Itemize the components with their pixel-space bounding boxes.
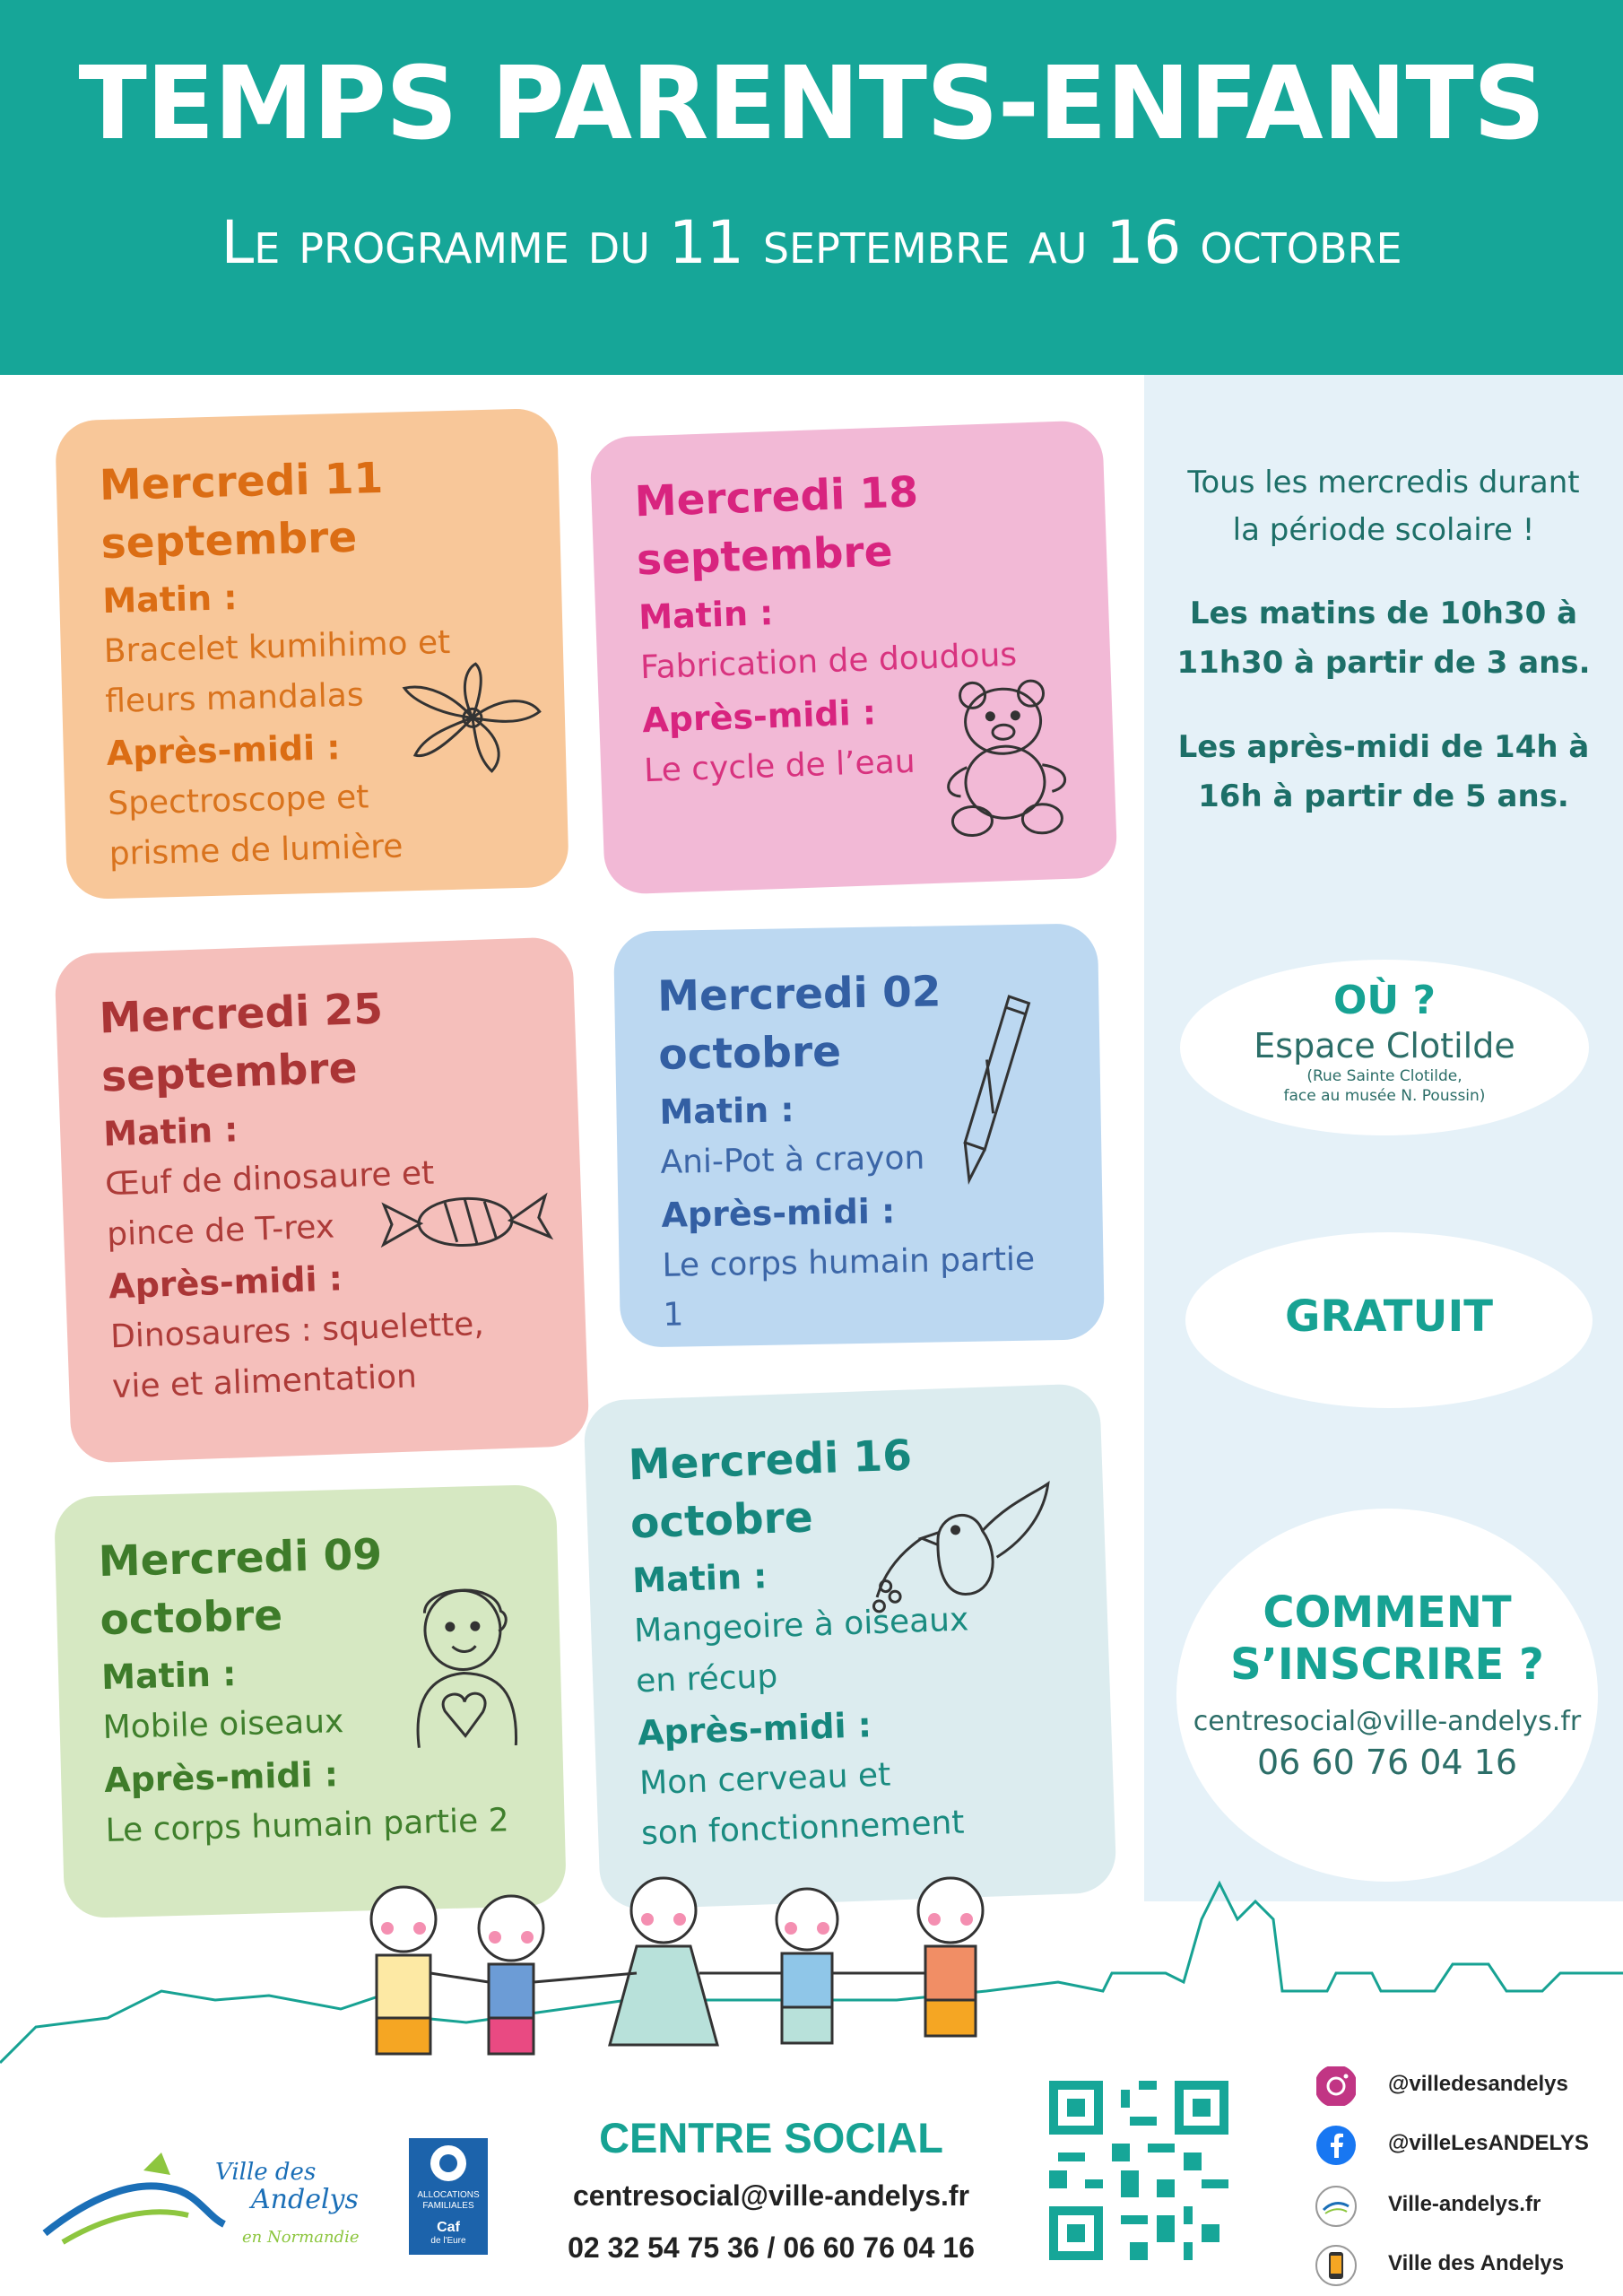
- facebook-handle: @villeLesANDELYS: [1388, 2131, 1589, 2155]
- date-line: octobre: [99, 1590, 283, 1645]
- social-facebook[interactable]: [1315, 2120, 1610, 2174]
- caf-line1: ALLOCATIONS FAMILIALES: [417, 2190, 480, 2211]
- apres-midi-activity: Le corps humain partie 2: [105, 1801, 510, 1849]
- date-line: Mercredi 09: [98, 1529, 383, 1587]
- ville-logo-line1: Ville des: [215, 2159, 317, 2186]
- apres-midi-label: Après-midi :: [106, 727, 342, 774]
- registration-email[interactable]: centresocial@ville-andelys.fr: [1193, 1706, 1582, 1738]
- apres-midi-activity: [638, 1744, 1072, 1859]
- location-place: Espace Clotilde: [1254, 1025, 1515, 1065]
- social-instagram[interactable]: [1315, 2061, 1610, 2115]
- app-name: Ville des Andelys: [1388, 2251, 1565, 2275]
- date-line: septembre: [636, 526, 894, 586]
- location-oval: [1180, 960, 1589, 1135]
- activity-line: fleurs mandalas: [104, 676, 365, 720]
- card-mercredi-09-octobre: [54, 1484, 567, 1918]
- date-line: Mercredi 02: [656, 967, 942, 1022]
- activity-line: Mon cerveau et: [638, 1756, 891, 1803]
- matin-label: Matin :: [638, 592, 775, 638]
- location-detail: (Rue Sainte Clotilde,: [1306, 1067, 1462, 1086]
- schedule-info: [1157, 459, 1610, 821]
- date-line: octobre: [657, 1027, 842, 1080]
- apres-midi-label: Après-midi :: [637, 1705, 872, 1753]
- apres-midi-label: Après-midi :: [661, 1190, 896, 1235]
- footer-title: CENTRE SOCIAL: [599, 2114, 943, 2161]
- card-mercredi-18-septembre: [589, 420, 1117, 895]
- web-icon: [1315, 2185, 1358, 2228]
- card-mercredi-02-octobre: [613, 923, 1105, 1347]
- card-date: [99, 447, 517, 574]
- social-app[interactable]: [1315, 2240, 1610, 2294]
- ville-logo-line2: Andelys: [251, 2184, 359, 2215]
- schedule-line: 16h à partir de 5 ans.: [1198, 778, 1569, 814]
- registration-title-line: COMMENT: [1263, 1587, 1512, 1638]
- date-line: septembre: [100, 512, 358, 569]
- matin-activity: Ani-Pot à crayon: [660, 1139, 925, 1181]
- activity-line: Spectroscope et: [107, 778, 369, 823]
- date-line: Mercredi 18: [633, 467, 919, 527]
- footer-email[interactable]: centresocial@ville-andelys.fr: [572, 2179, 970, 2212]
- footer-phone[interactable]: 02 32 54 75 36 / 06 60 76 04 16: [568, 2231, 975, 2264]
- website-url: Ville-andelys.fr: [1388, 2192, 1541, 2216]
- ville-des-andelys-logo: [36, 2144, 377, 2260]
- phone-app-icon: [1315, 2244, 1358, 2287]
- apres-midi-activity: [109, 1298, 545, 1413]
- matin-activity: Fabrication de doudous: [639, 636, 1018, 687]
- registration-phone[interactable]: 06 60 76 04 16: [1256, 1743, 1518, 1783]
- caf-emblem-icon: [409, 2138, 488, 2188]
- activity-line: son fonctionnement: [640, 1804, 966, 1853]
- location-title: OÙ ?: [1333, 978, 1436, 1023]
- activity-line: Mangeoire à oiseaux: [633, 1601, 969, 1650]
- flower-icon: [395, 657, 550, 778]
- activity-line: en récup: [635, 1657, 778, 1700]
- apres-midi-activity: Le cycle de l’eau: [643, 743, 916, 789]
- social-website[interactable]: [1315, 2181, 1610, 2235]
- page-title: TEMPS PARENTS-ENFANTS: [78, 46, 1545, 162]
- location-detail: face au musée N. Poussin): [1283, 1086, 1486, 1105]
- caf-line3: de l'Eure: [430, 2236, 466, 2247]
- schedule-line: Les matins de 10h30 à: [1189, 596, 1578, 632]
- apres-midi-label: Après-midi :: [108, 1258, 343, 1307]
- matin-label: Matin :: [102, 1109, 239, 1154]
- matin-label: Matin :: [631, 1555, 768, 1601]
- date-line: septembre: [100, 1043, 359, 1102]
- matins-schedule: [1157, 589, 1610, 687]
- activity-line: pince de T-rex: [106, 1208, 335, 1253]
- card-mercredi-16-octobre: [583, 1383, 1116, 1910]
- date-line: Mercredi 25: [98, 984, 384, 1044]
- intro-line: la période scolaire !: [1232, 511, 1535, 548]
- activity-line: Bracelet kumihimo et: [103, 623, 451, 670]
- apres-midi-label: Après-midi :: [641, 691, 877, 740]
- registration-title: [1176, 1587, 1598, 1691]
- apres-midi-label: Après-midi :: [103, 1753, 339, 1800]
- matin-label: Matin :: [659, 1089, 795, 1132]
- free-label: GRATUIT: [1284, 1292, 1494, 1342]
- schedule-line: Les après-midi de 14h à: [1177, 729, 1590, 766]
- page-subtitle: Le programme du 11 septembre au 16 octobre: [221, 208, 1402, 277]
- instagram-handle: @villedesandelys: [1388, 2072, 1568, 2096]
- card-mercredi-25-septembre: [54, 936, 589, 1464]
- date-line: Mercredi 11: [99, 453, 384, 511]
- matin-label: Matin :: [100, 1653, 237, 1697]
- matin-label: Matin :: [101, 577, 239, 621]
- matin-activity: Mobile oiseaux: [102, 1702, 344, 1746]
- pencil-icon: [955, 987, 1039, 1187]
- registration-title-line: S’INSCRIRE ?: [1230, 1639, 1544, 1690]
- activity-line: vie et alimentation: [111, 1358, 418, 1406]
- child-heart-icon: [396, 1575, 535, 1749]
- card-date: [634, 459, 1064, 590]
- ville-logo-line3: en Normandie: [242, 2228, 360, 2247]
- apres-midi-activity: [108, 769, 526, 880]
- apres-midi-schedule: [1157, 723, 1610, 821]
- qr-code-icon[interactable]: [1049, 2081, 1228, 2260]
- teddy-bear-icon: [932, 674, 1081, 839]
- caf-line2: Caf: [437, 2220, 460, 2235]
- bird-icon: [864, 1474, 1066, 1616]
- activity-line: prisme de lumière: [108, 828, 404, 874]
- apres-midi-activity: Le corps humain partie 1: [662, 1240, 1036, 1335]
- date-line: Mercredi 16: [627, 1431, 913, 1491]
- facebook-icon: [1315, 2124, 1358, 2167]
- card-date: [99, 976, 534, 1107]
- activity-line: Dinosaures : squelette,: [109, 1306, 485, 1356]
- date-line: octobre: [629, 1492, 814, 1549]
- intro-text: [1157, 459, 1610, 553]
- candy-icon: [375, 1181, 557, 1259]
- activity-line: Œuf de dinosaure et: [104, 1154, 435, 1204]
- card-mercredi-11-septembre: [55, 408, 569, 900]
- caf-logo: [409, 2138, 488, 2255]
- schedule-line: 11h30 à partir de 3 ans.: [1176, 644, 1591, 681]
- intro-line: Tous les mercredis durant: [1187, 465, 1580, 500]
- header-banner: [0, 0, 1623, 375]
- instagram-icon: [1315, 2065, 1358, 2108]
- free-oval: [1185, 1232, 1593, 1408]
- registration-oval: [1176, 1509, 1598, 1882]
